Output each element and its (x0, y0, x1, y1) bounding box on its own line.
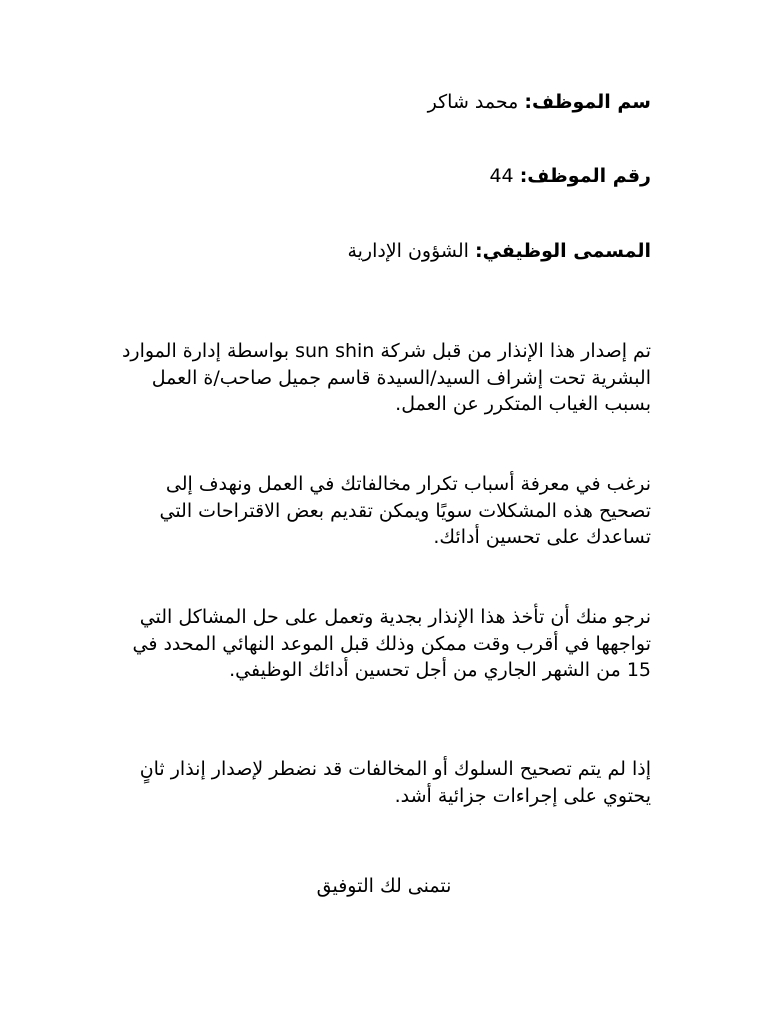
job-title-value: الشؤون الإدارية (347, 240, 475, 262)
job-title-label: المسمى الوظيفي: (474, 240, 651, 262)
employee-name-field (111, 89, 651, 115)
paragraph-reasons: نرغب في معرفة أسباب تكرار مخالفاتك في العمل ونهدف إلى تصحيح هذه المشكلات سويًا ويمكن تقديم بعض الاقتراحات التي تساعدك على تحسين أدائك. (159, 473, 651, 548)
paragraph-request: نرجو منك أن تأخذ هذا الإنذار بجدية وتعمل على حل المشاكل التي تواجهها في أقرب وقت ممكن وذلك قبل الموعد النهائي المحدد في 15 من الشهر الجاري من أجل تحسين أدائك الوظيفي. (132, 606, 651, 681)
employee-number-label: رقم الموظف: (519, 165, 651, 187)
paragraph-issuance: تم إصدار هذا الإنذار من قبل شركة sun shin بواسطة إدارة الموارد البشرية تحت إشراف السيد/السيدة قاسم جميل صاحب/ة العمل بسبب الغياب المتكرر عن العمل. (121, 340, 651, 415)
employee-number-value: 44 (489, 165, 520, 187)
closing-wish: نتمنى لك التوفيق (316, 875, 452, 897)
paragraph-consequences: إذا لم يتم تصحيح السلوك أو المخالفات قد نضطر لإصدار إنذار ثانٍ يحتوي على إجراءات جزائية أشد. (139, 758, 651, 807)
employee-name-label: سم الموظف: (524, 91, 651, 113)
job-title-field (111, 238, 651, 264)
employee-number-field (111, 163, 651, 189)
employee-name-value: محمد شاكر (427, 91, 525, 113)
